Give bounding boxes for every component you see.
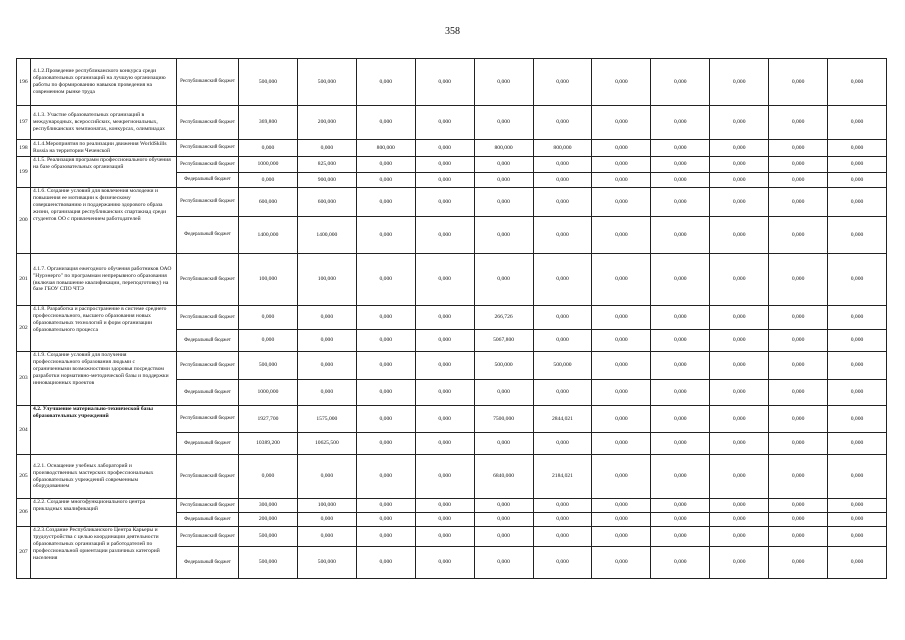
amount-cell: 600,000 [239,188,298,217]
amount-cell: 0,000 [356,433,415,455]
amount-cell: 0,000 [828,254,887,306]
amount-cell: 0,000 [297,527,356,547]
amount-cell: 1927,700 [239,406,298,433]
amount-cell: 0,000 [533,380,592,406]
amount-cell: 800,000 [356,140,415,157]
amount-cell: 0,000 [356,455,415,499]
amount-cell: 0,000 [592,217,651,254]
amount-cell: 0,000 [533,499,592,513]
amount-cell: 0,000 [356,547,415,579]
amount-cell: 1400,000 [239,217,298,254]
amount-cell: 0,000 [769,380,828,406]
amount-cell: 0,000 [769,306,828,330]
amount-cell: 0,000 [769,513,828,527]
amount-cell: 10625,500 [297,433,356,455]
row-number: 197 [17,106,31,140]
amount-cell: 500,000 [533,352,592,380]
amount-cell: 200,000 [239,513,298,527]
amount-cell: 0,000 [651,513,710,527]
funding-source: Республиканский бюджет [177,254,239,306]
amount-cell: 0,000 [415,106,474,140]
funding-source: Федеральный бюджет [177,513,239,527]
amount-cell: 0,000 [533,157,592,173]
funding-source: Республиканский бюджет [177,140,239,157]
amount-cell: 0,000 [415,406,474,433]
amount-cell: 0,000 [474,217,533,254]
amount-cell: 500,000 [239,352,298,380]
table-row [17,527,887,547]
table-row [17,455,887,499]
amount-cell: 0,000 [356,527,415,547]
amount-cell: 0,000 [828,352,887,380]
amount-cell: 0,000 [356,173,415,188]
amount-cell: 0,000 [710,433,769,455]
row-number: 198 [17,140,31,157]
amount-cell: 0,000 [415,513,474,527]
row-number: 201 [17,254,31,306]
amount-cell: 0,000 [356,217,415,254]
amount-cell: 900,000 [297,173,356,188]
row-number: 207 [17,527,31,579]
amount-cell: 0,000 [710,106,769,140]
amount-cell: 0,000 [710,406,769,433]
amount-cell: 0,000 [651,254,710,306]
funding-source: Федеральный бюджет [177,433,239,455]
funding-source: Республиканский бюджет [177,306,239,330]
amount-cell: 2844,021 [533,406,592,433]
amount-cell: 0,000 [356,406,415,433]
amount-cell: 0,000 [533,527,592,547]
amount-cell: 0,000 [592,188,651,217]
amount-cell: 0,000 [356,59,415,106]
amount-cell: 0,000 [356,499,415,513]
page-number: 358 [445,26,460,37]
funding-source: Республиканский бюджет [177,455,239,499]
amount-cell: 0,000 [769,217,828,254]
amount-cell: 800,000 [533,140,592,157]
amount-cell: 0,000 [651,157,710,173]
amount-cell: 0,000 [415,173,474,188]
amount-cell: 0,000 [533,217,592,254]
amount-cell: 6840,000 [474,455,533,499]
amount-cell: 0,000 [828,217,887,254]
amount-cell: 200,000 [297,106,356,140]
funding-source: Республиканский бюджет [177,106,239,140]
amount-cell: 0,000 [415,157,474,173]
funding-source: Федеральный бюджет [177,547,239,579]
amount-cell: 0,000 [651,547,710,579]
row-number: 202 [17,306,31,352]
amount-cell: 800,000 [474,140,533,157]
amount-cell: 0,000 [828,547,887,579]
amount-cell: 500,000 [239,547,298,579]
funding-source: Республиканский бюджет [177,406,239,433]
amount-cell: 0,000 [415,140,474,157]
amount-cell: 0,000 [474,499,533,513]
table-row [17,352,887,380]
amount-cell: 10389,200 [239,433,298,455]
amount-cell: 0,000 [356,330,415,352]
amount-cell: 0,000 [592,306,651,330]
amount-cell: 0,000 [592,547,651,579]
row-number: 196 [17,59,31,106]
table-row [17,157,887,173]
activity-description: 4.1.5. Реализация программ профессионального обучения на базе образовательных организаций [31,157,177,188]
activity-description: 4.2.1. Оснащение учебных лабораторий и производственных мастерских профессиональных образовательных учреждений современным оборудованием [31,455,177,499]
activity-description: 4.1.8. Разработка и распространение в системе среднего профессионального, высшего образования новых образовательных технологий и форм организации образовательного процесса [31,306,177,352]
amount-cell: 0,000 [828,499,887,513]
amount-cell: 0,000 [533,188,592,217]
amount-cell: 100,000 [297,254,356,306]
activity-description: 4.1.6. Создание условий для вовлечения молодежи и повышения ее мотивации к физическому совершенствованию и поддержанию здорового образа жизни, организация республиканских спартакиад среди студентов ОО с привлечением работодателей [31,188,177,254]
amount-cell: 0,000 [769,352,828,380]
amount-cell: 0,000 [239,330,298,352]
amount-cell: 0,000 [651,455,710,499]
amount-cell: 0,000 [651,140,710,157]
amount-cell: 0,000 [651,106,710,140]
amount-cell: 1575,000 [297,406,356,433]
amount-cell: 0,000 [769,140,828,157]
amount-cell: 0,000 [415,306,474,330]
amount-cell: 0,000 [533,513,592,527]
funding-source: Республиканский бюджет [177,527,239,547]
table-row [17,406,887,433]
amount-cell: 0,000 [474,380,533,406]
amount-cell: 0,000 [592,106,651,140]
amount-cell: 0,000 [592,254,651,306]
amount-cell: 500,000 [239,59,298,106]
amount-cell: 0,000 [474,173,533,188]
row-number: 203 [17,352,31,406]
amount-cell: 0,000 [415,380,474,406]
amount-cell: 0,000 [592,433,651,455]
amount-cell: 0,000 [769,173,828,188]
row-number: 206 [17,499,31,527]
activity-description: 4.1.7. Организация ежегодного обучения работников ОАО "Нурэнерго" по программам непрерывного образования (включая повышение квалификации, переподготовку) на базе ГБОУ СПО ЧТЭ [31,254,177,306]
amount-cell: 0,000 [710,157,769,173]
amount-cell: 0,000 [828,140,887,157]
amount-cell: 0,000 [769,406,828,433]
activity-description: 4.1.9. Создание условий для получения профессионального образования людьми с ограниченными возможностями здоровья посредством разработки нормативно-методической базы и поддержки инновационных проектов [31,352,177,406]
amount-cell: 0,000 [592,173,651,188]
amount-cell: 0,000 [710,499,769,513]
amount-cell: 0,000 [651,330,710,352]
amount-cell: 0,000 [474,513,533,527]
amount-cell: 0,000 [533,173,592,188]
amount-cell: 0,000 [297,455,356,499]
amount-cell: 0,000 [592,59,651,106]
amount-cell: 0,000 [710,173,769,188]
amount-cell: 0,000 [651,306,710,330]
amount-cell: 0,000 [533,306,592,330]
activity-description: 4.1.4.Мероприятия по реализации движения WorldSkills Russia на территории Чеченской [31,140,177,157]
row-number: 200 [17,188,31,254]
amount-cell: 0,000 [356,106,415,140]
budget-table [16,58,887,579]
amount-cell: 0,000 [533,330,592,352]
amount-cell: 0,000 [239,455,298,499]
activity-description: 4.2.3.Создание Республиканского Центра Карьеры и трудоустройства с целью координации деятельности образовательных организаций и работодателей по профессиональной ориентации различных категорий населения [31,527,177,579]
amount-cell: 0,000 [474,254,533,306]
funding-source: Республиканский бюджет [177,157,239,173]
amount-cell: 0,000 [828,527,887,547]
amount-cell: 0,000 [710,254,769,306]
amount-cell: 0,000 [592,330,651,352]
amount-cell: 0,000 [651,380,710,406]
amount-cell: 0,000 [651,527,710,547]
amount-cell: 0,000 [828,106,887,140]
amount-cell: 0,000 [651,217,710,254]
amount-cell: 1000,000 [239,157,298,173]
amount-cell: 0,000 [828,455,887,499]
amount-cell: 0,000 [356,157,415,173]
amount-cell: 0,000 [592,352,651,380]
amount-cell: 0,000 [415,527,474,547]
amount-cell: 600,000 [297,188,356,217]
table-row [17,188,887,217]
amount-cell: 0,000 [239,140,298,157]
amount-cell: 0,000 [415,254,474,306]
amount-cell: 0,000 [710,330,769,352]
amount-cell: 100,000 [297,499,356,513]
funding-source: Федеральный бюджет [177,330,239,352]
amount-cell: 0,000 [651,499,710,513]
funding-source: Республиканский бюджет [177,499,239,513]
amount-cell: 0,000 [239,173,298,188]
funding-source: Федеральный бюджет [177,380,239,406]
funding-source: Республиканский бюджет [177,352,239,380]
amount-cell: 100,000 [239,254,298,306]
amount-cell: 7500,000 [474,406,533,433]
amount-cell: 0,000 [769,455,828,499]
amount-cell: 0,000 [592,513,651,527]
amount-cell: 0,000 [769,254,828,306]
amount-cell: 0,000 [651,433,710,455]
amount-cell: 0,000 [828,330,887,352]
table-row [17,106,887,140]
amount-cell: 5067,800 [474,330,533,352]
amount-cell: 0,000 [474,433,533,455]
amount-cell: 0,000 [710,547,769,579]
table-row [17,140,887,157]
amount-cell: 0,000 [710,352,769,380]
amount-cell: 0,000 [356,188,415,217]
amount-cell: 500,000 [239,527,298,547]
table-row [17,499,887,513]
amount-cell: 0,000 [769,106,828,140]
amount-cell: 0,000 [710,140,769,157]
row-number: 204 [17,406,31,455]
amount-cell: 0,000 [710,527,769,547]
amount-cell: 0,000 [651,406,710,433]
amount-cell: 0,000 [474,527,533,547]
activity-description: 4.1.3. Участие образовательных организаций в международных, всероссийских, межрегиональных, республиканских чемпионатах, конкурсах, олимпиадах [31,106,177,140]
amount-cell: 0,000 [297,380,356,406]
amount-cell: 0,000 [415,547,474,579]
amount-cell: 500,000 [474,352,533,380]
amount-cell: 0,000 [828,406,887,433]
amount-cell: 0,000 [651,188,710,217]
amount-cell: 0,000 [533,106,592,140]
amount-cell: 0,000 [415,499,474,513]
amount-cell: 0,000 [356,513,415,527]
amount-cell: 0,000 [415,330,474,352]
amount-cell: 500,000 [297,547,356,579]
table-row [17,306,887,330]
amount-cell: 0,000 [474,547,533,579]
table-row [17,59,887,106]
amount-cell: 0,000 [592,157,651,173]
amount-cell: 0,000 [592,140,651,157]
amount-cell: 0,000 [769,499,828,513]
amount-cell: 0,000 [415,352,474,380]
amount-cell: 0,000 [592,406,651,433]
amount-cell: 0,000 [592,527,651,547]
amount-cell: 0,000 [533,59,592,106]
amount-cell: 1400,000 [297,217,356,254]
amount-cell: 0,000 [356,254,415,306]
amount-cell: 0,000 [651,59,710,106]
amount-cell: 0,000 [474,106,533,140]
amount-cell: 0,000 [474,157,533,173]
amount-cell: 0,000 [828,157,887,173]
activity-description: 4.1.2.Проведение республиканского конкурса среди образовательных организаций на лучшую организацию работы по формированию навыков проведения на современном рынке труда [31,59,177,106]
amount-cell: 500,000 [297,59,356,106]
amount-cell: 0,000 [769,547,828,579]
amount-cell: 0,000 [297,140,356,157]
amount-cell: 0,000 [533,547,592,579]
amount-cell: 0,000 [769,188,828,217]
amount-cell: 0,000 [769,59,828,106]
amount-cell: 0,000 [533,433,592,455]
amount-cell: 0,000 [710,188,769,217]
amount-cell: 0,000 [710,380,769,406]
amount-cell: 0,000 [769,527,828,547]
amount-cell: 0,000 [828,59,887,106]
amount-cell: 0,000 [828,188,887,217]
funding-source: Федеральный бюджет [177,173,239,188]
amount-cell: 0,000 [474,188,533,217]
amount-cell: 0,000 [533,254,592,306]
amount-cell: 0,000 [710,513,769,527]
amount-cell: 0,000 [415,455,474,499]
activity-description: 4.2. Улучшение материально-технической базы образовательных учреждений [31,406,177,455]
amount-cell: 0,000 [769,433,828,455]
amount-cell: 0,000 [592,380,651,406]
amount-cell: 0,000 [297,513,356,527]
amount-cell: 0,000 [415,59,474,106]
amount-cell: 0,000 [710,455,769,499]
funding-source: Республиканский бюджет [177,188,239,217]
amount-cell: 0,000 [828,433,887,455]
amount-cell: 0,000 [651,173,710,188]
amount-cell: 0,000 [710,306,769,330]
amount-cell: 0,000 [356,380,415,406]
amount-cell: 300,000 [239,499,298,513]
amount-cell: 0,000 [828,513,887,527]
amount-cell: 0,000 [297,306,356,330]
funding-source: Республиканский бюджет [177,59,239,106]
row-number: 205 [17,455,31,499]
amount-cell: 0,000 [828,173,887,188]
amount-cell: 825,000 [297,157,356,173]
amount-cell: 0,000 [297,330,356,352]
amount-cell: 0,000 [592,455,651,499]
amount-cell: 0,000 [415,433,474,455]
amount-cell: 0,000 [710,59,769,106]
amount-cell: 0,000 [297,352,356,380]
amount-cell: 0,000 [828,380,887,406]
amount-cell: 0,000 [356,306,415,330]
amount-cell: 0,000 [592,499,651,513]
amount-cell: 1000,000 [239,380,298,406]
row-number: 199 [17,157,31,188]
amount-cell: 0,000 [769,330,828,352]
amount-cell: 0,000 [710,217,769,254]
table-row [17,254,887,306]
amount-cell: 0,000 [415,217,474,254]
activity-description: 4.2.2. Создание многофункционального центра прикладных квалификаций [31,499,177,527]
amount-cell: 369,800 [239,106,298,140]
amount-cell: 0,000 [239,306,298,330]
amount-cell: 266,726 [474,306,533,330]
amount-cell: 0,000 [828,306,887,330]
amount-cell: 0,000 [415,188,474,217]
funding-source: Федеральный бюджет [177,217,239,254]
amount-cell: 0,000 [651,352,710,380]
amount-cell: 2184,021 [533,455,592,499]
amount-cell: 0,000 [356,352,415,380]
amount-cell: 0,000 [474,59,533,106]
amount-cell: 0,000 [769,157,828,173]
